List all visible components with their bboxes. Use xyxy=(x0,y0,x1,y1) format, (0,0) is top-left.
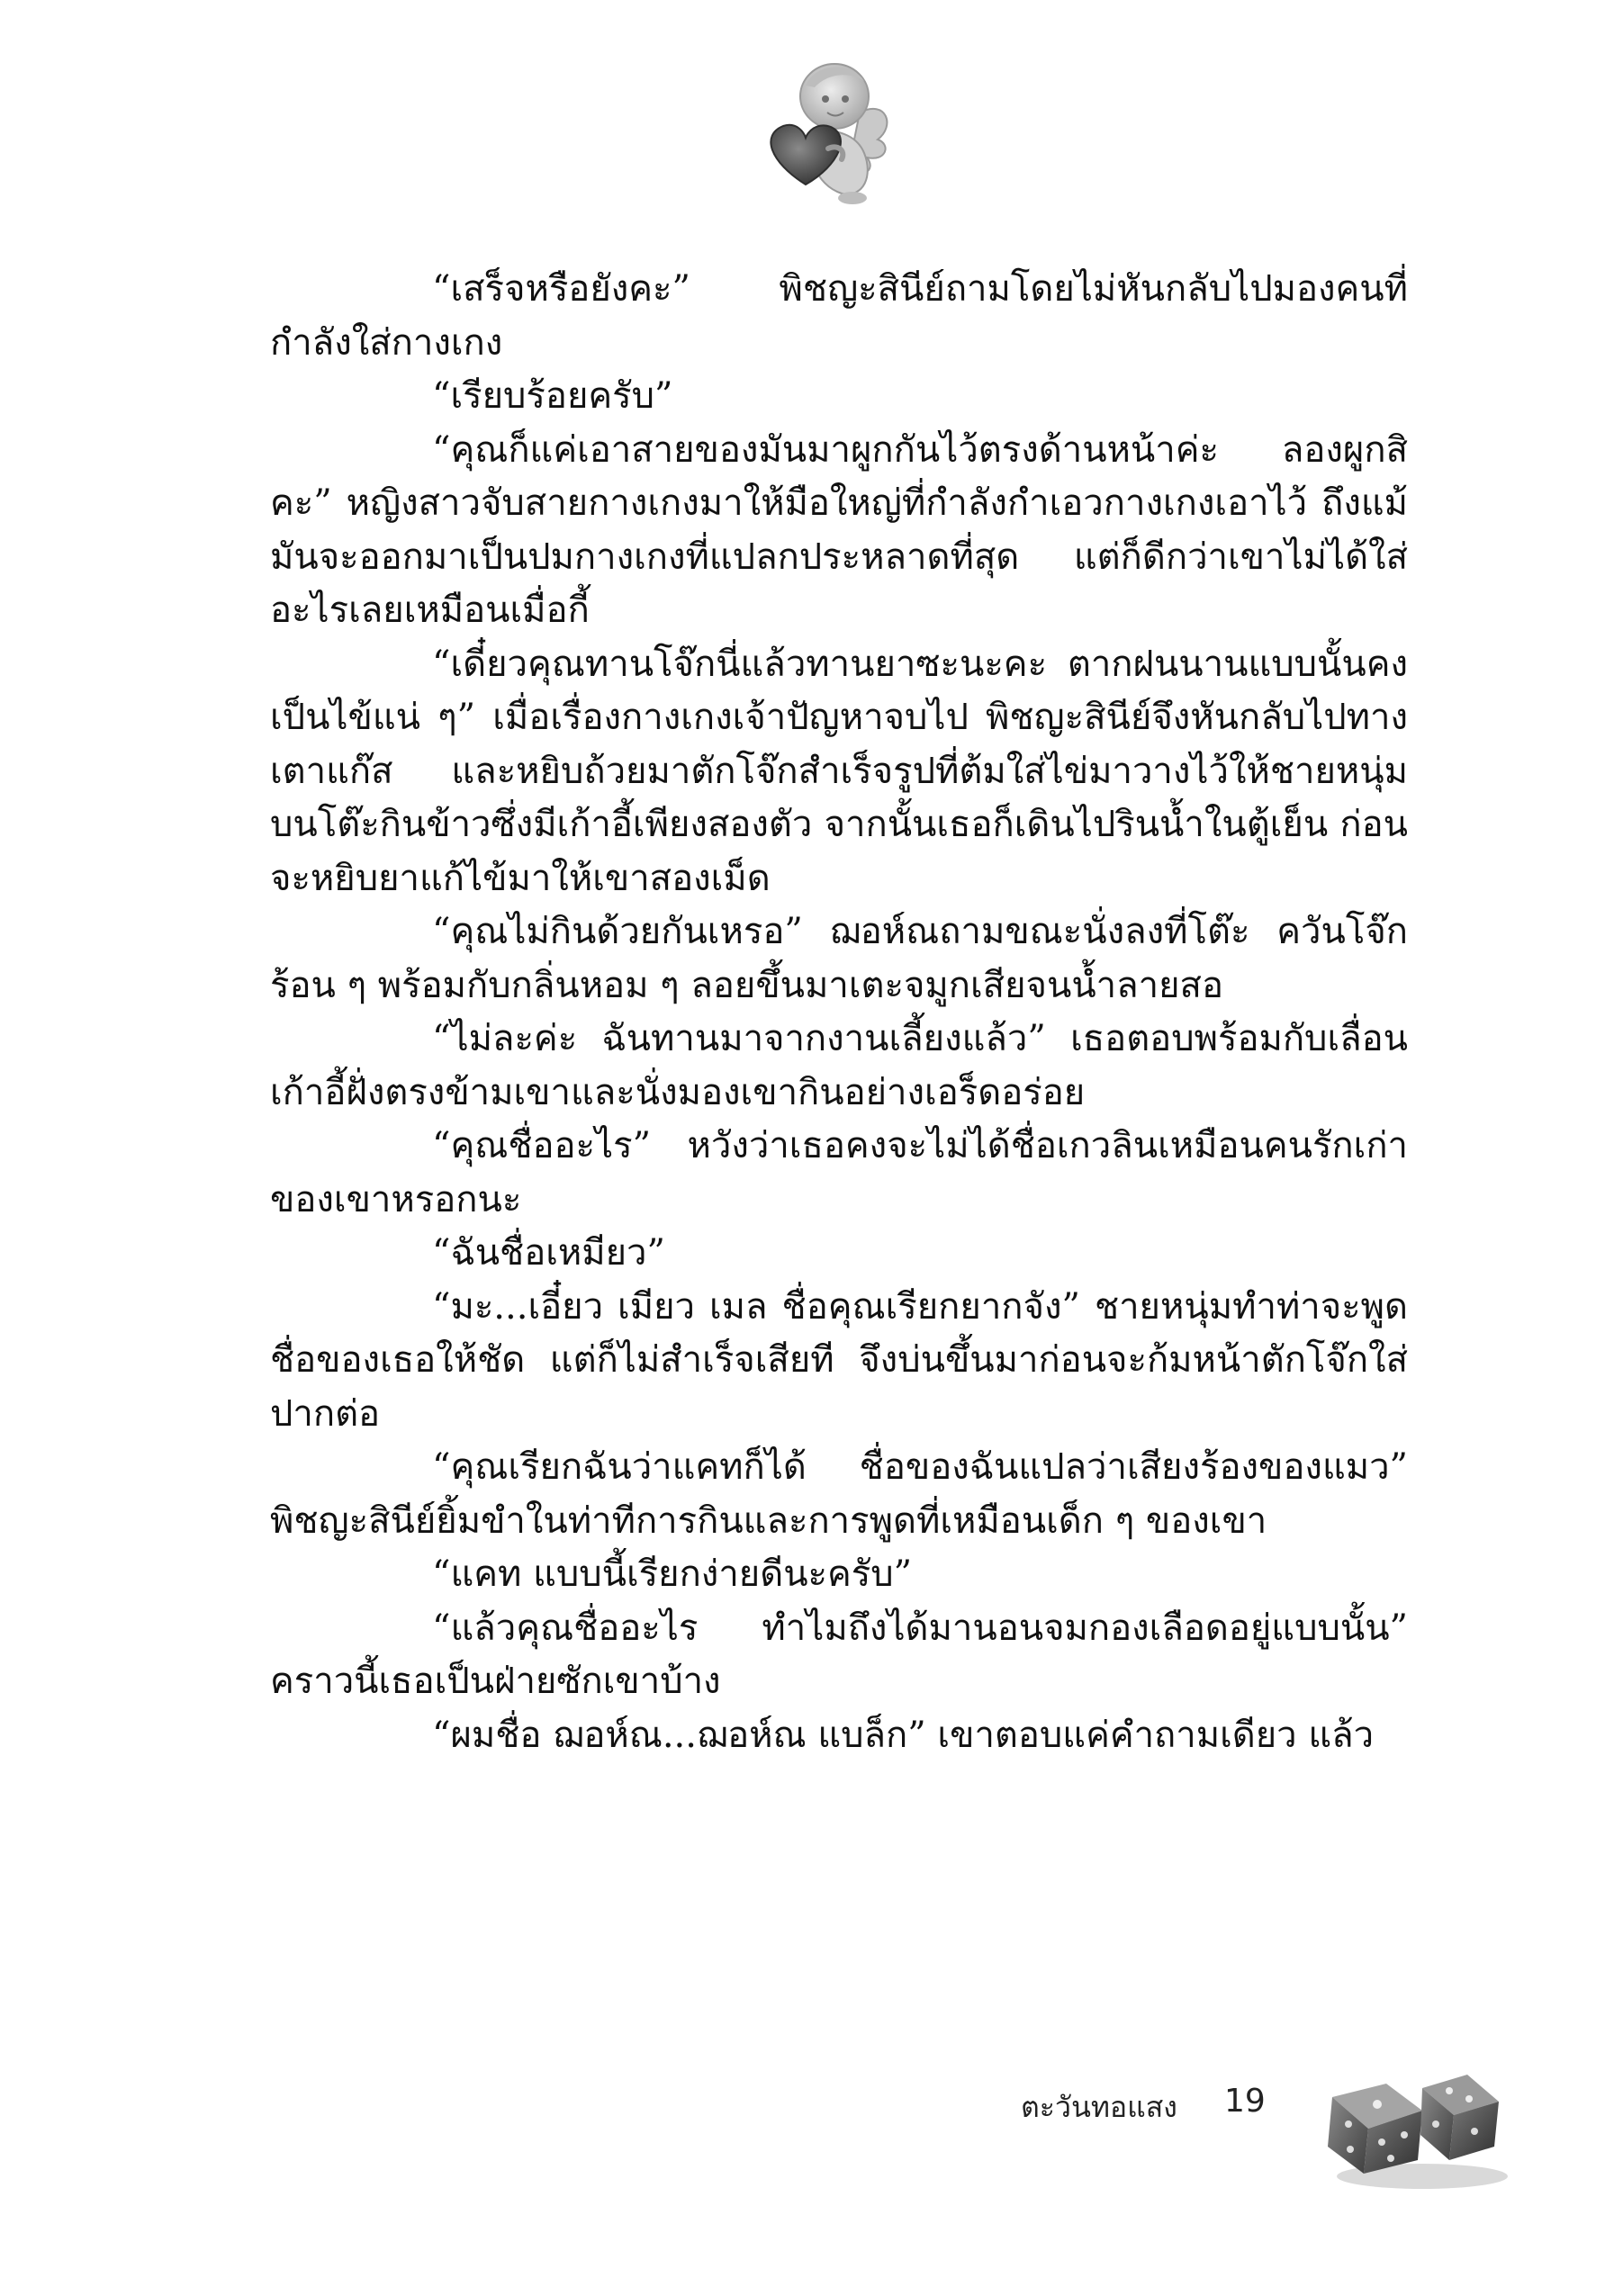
paragraph: “เสร็จหรือยังคะ” พิชญะสินีย์ถามโดยไม่หันกลับไปมองคนที่กำลังใส่กางเกง xyxy=(270,268,1408,364)
paragraph: “แล้วคุณชื่ออะไร ทำไมถึงได้มานอนจมกองเลือดอยู่แบบนั้น” คราวนี้เธอเป็นฝ่ายซักเขาบ้าง xyxy=(270,1607,1408,1702)
cupid-heart-icon xyxy=(752,50,900,207)
dice-icon xyxy=(1314,2061,1512,2196)
story-text xyxy=(270,263,1408,1762)
paragraph: “เดี๋ยวคุณทานโจ๊กนี่แล้วทานยาซะนะคะ ตากฝนนานแบบนั้นคงเป็นไข้แน่ ๆ” เมื่อเรื่องกางเกงเจ้าปัญหาจบไป พิชญะสินีย์จึงหันกลับไปทางเตาแก๊ส และหยิบถ้วยมาตักโจ๊กสำเร็จรูปที่ต้มใส่ไข่มาวางไว้ให้ชายหนุ่มบนโต๊ะกินข้าวซึ่งมีเก้าอี้เพียงสองตัว จากนั้นเธอก็เดินไปรินน้ำในตู้เย็น ก่อนจะหยิบยาแก้ไข้มาให้เขาสองเม็ด xyxy=(270,643,1408,899)
paragraph: “เรียบร้อยครับ” xyxy=(432,375,673,417)
paragraph: “ไม่ละค่ะ ฉันทานมาจากงานเลี้ยงแล้ว” เธอตอบพร้อมกับเลื่อนเก้าอี้ฝั่งตรงข้ามเขาและนั่งมองเขากินอย่างเอร็ดอร่อย xyxy=(270,1018,1408,1113)
paragraph: “คุณเรียกฉันว่าแคทก็ได้ ชื่อของฉันแปลว่าเสียงร้องของแมว” พิชญะสินีย์ยิ้มขำในท่าทีการกินและการพูดที่เหมือนเด็ก ๆ ของเขา xyxy=(270,1446,1408,1542)
book-title: ตะวันทอแสง xyxy=(1021,2090,1177,2124)
paragraph: “คุณชื่ออะไร” หวังว่าเธอคงจะไม่ได้ชื่อเกวลินเหมือนคนรักเก่าของเขาหรอกนะ xyxy=(270,1125,1408,1220)
paragraph: “แคท แบบนี้เรียกง่ายดีนะครับ” xyxy=(432,1553,913,1595)
paragraph: “คุณไม่กินด้วยกันเหรอ” ฌอห์ณถามขณะนั่งลงที่โต๊ะ ควันโจ๊กร้อน ๆ พร้อมกับกลิ่นหอม ๆ ลอยขึ้นมาเตะจมูกเสียจนน้ำลายสอ xyxy=(270,911,1408,1006)
page-number: 19 xyxy=(1224,2083,1266,2120)
page-footer xyxy=(900,2061,1530,2205)
paragraph: “ฉันชื่อเหมียว” xyxy=(432,1232,665,1274)
paragraph: “คุณก็แค่เอาสายของมันมาผูกกันไว้ตรงด้านหน้าค่ะ ลองผูกสิคะ” หญิงสาวจับสายกางเกงมาให้มือใหญ่ที่กำลังกำเอวกางเกงเอาไว้ ถึงแม้มันจะออกมาเป็นปมกางเกงที่แปลกประหลาดที่สุด แต่ก็ดีกว่าเขาไม่ได้ใส่อะไรเลยเหมือนเมื่อกี้ xyxy=(270,428,1408,631)
paragraph: “มะ...เอี๋ยว เมียว เมล ชื่อคุณเรียกยากจัง” ชายหนุ่มทำท่าจะพูดชื่อของเธอให้ชัด แต่ก็ไม่สำเร็จเสียที จึงบ่นขึ้นมาก่อนจะก้มหน้าตักโจ๊กใส่ปากต่อ xyxy=(270,1285,1408,1435)
paragraph: “ผมชื่อ ฌอห์ณ...ฌอห์ณ แบล็ก” เขาตอบแค่คำถามเดียว แล้ว xyxy=(432,1714,1375,1756)
